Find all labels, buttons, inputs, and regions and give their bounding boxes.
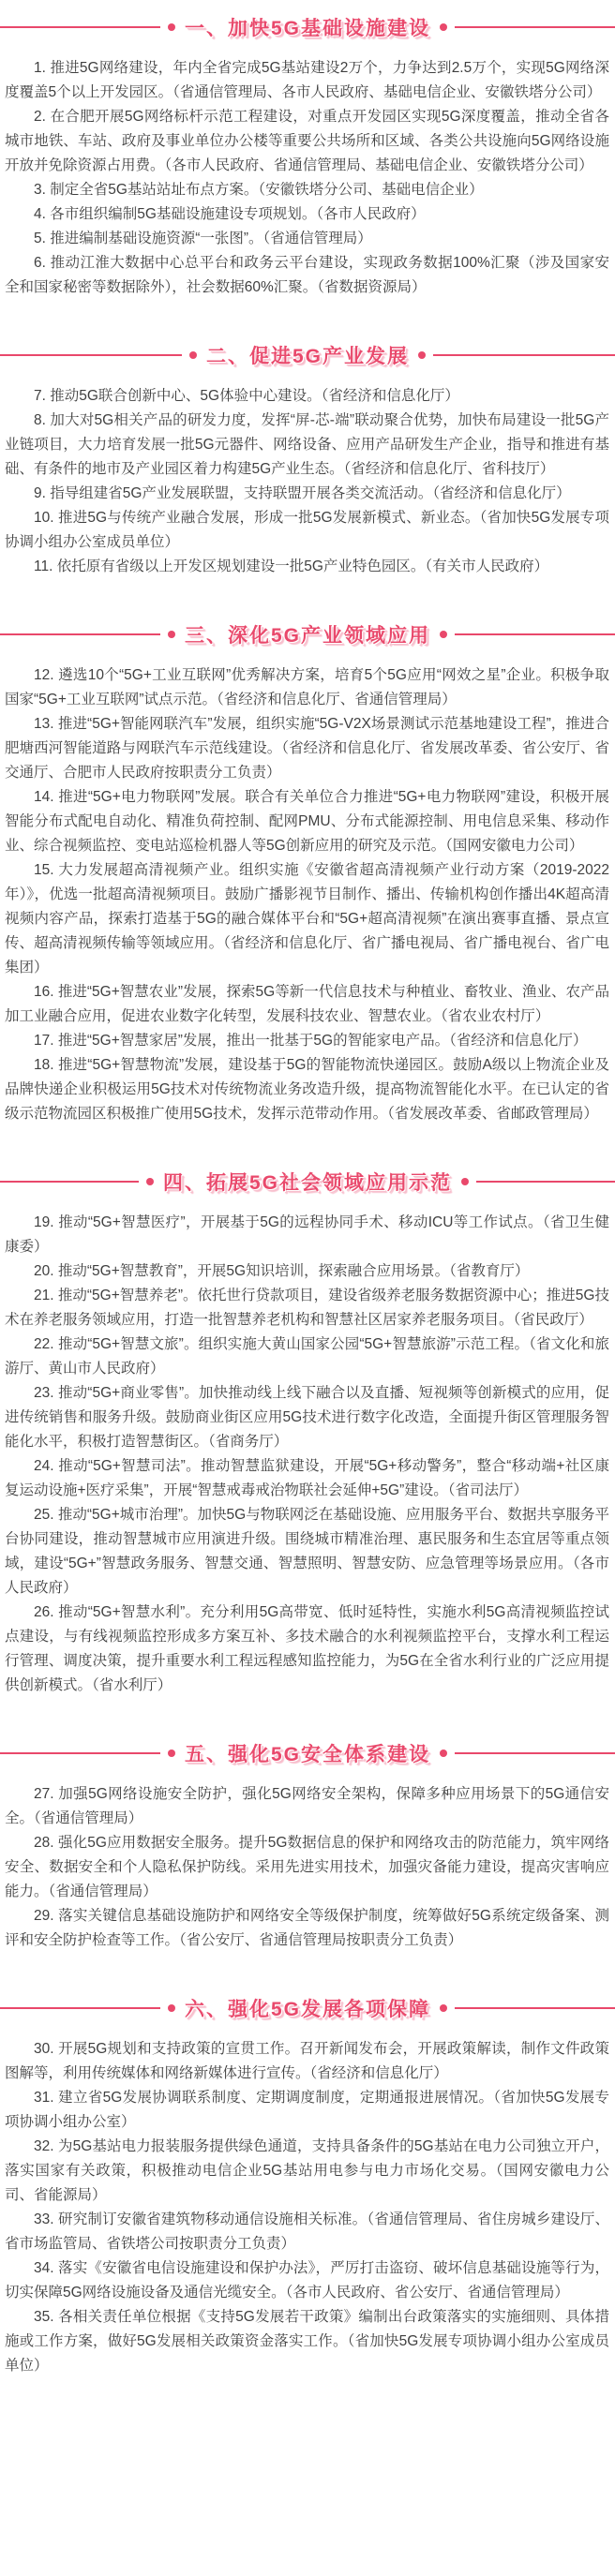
- bullet-dot-left-icon: [189, 351, 197, 359]
- header-line-left: [0, 354, 182, 356]
- section-title: 五、强化5G安全体系建设: [185, 1744, 431, 1765]
- policy-item: 34. 落实《安徽省电信设施建设和保护办法》，严厉打击盗窃、破坏信息基础设施等行为，切实保障5G网络设施设备及通信光缆安全。（各市人民政府、省公安厅、省通信管理局）: [5, 2260, 609, 2301]
- policy-item: 13. 推进“5G+智能网联汽车”发展，组织实施“5G-V2X场景测试示范基地建设工程”，推进合肥塘西河智能道路与网联汽车示范线建设。（省经济和信息化厅、省发展改革委、省公安厅、省交通厅、合肥市人民政府按职责分工负责）: [5, 716, 609, 781]
- policy-item: 31. 建立省5G发展协调联系制度、定期调度制度，定期通报进展情况。（省加快5G发展专项协调小组办公室）: [5, 2090, 609, 2130]
- header-line-left: [0, 633, 160, 635]
- policy-item: 10. 推进5G与传统产业融合发展，形成一批5G发展新模式、新业态。（省加快5G发展专项协调小组办公室成员单位）: [5, 510, 609, 550]
- section-body: [4, 1782, 610, 1953]
- section-header: [0, 13, 615, 41]
- section-title: 三、深化5G产业领域应用: [185, 625, 431, 647]
- section-header: [0, 1739, 615, 1767]
- policy-section: [4, 620, 610, 1126]
- section-header: [0, 1168, 615, 1196]
- section-body: [4, 1211, 610, 1698]
- bullet-dot-right-icon: [461, 1178, 469, 1185]
- policy-item: 21. 推动“5G+智慧养老”。依托世行贷款项目，建设省级养老服务数据资源中心；推进5G技术在养老服务领域应用，打造一批智慧养老机构和智慧社区居家养老服务项目。（省民政厅）: [5, 1288, 609, 1328]
- policy-item: 28. 强化5G应用数据安全服务。提升5G数据信息的保护和网络攻击的防范能力，筑牢网络安全、数据安全和个人隐私保护防线。采用先进实用技术，加强灾备能力建设，提高灾害响应能力。（省通信管理局）: [5, 1835, 609, 1899]
- policy-item: 27. 加强5G网络设施安全防护，强化5G网络安全架构，保障多种应用场景下的5G通信安全。（省通信管理局）: [5, 1786, 609, 1826]
- bullet-dot-left-icon: [168, 1750, 175, 1757]
- policy-item: 23. 推动“5G+商业零售”。加快推动线上线下融合以及直播、短视频等创新模式的应用，促进传统销售和服务升级。鼓励商业街区应用5G技术进行数字化改造，全面提升街区管理服务智能化水平，积极打造智慧街区。（省商务厅）: [5, 1385, 609, 1450]
- section-body: [4, 2037, 610, 2378]
- policy-section: [4, 13, 610, 300]
- bullet-dot-left-icon: [146, 1178, 154, 1185]
- policy-item: 30. 开展5G规划和支持政策的宣贯工作。召开新闻发布会，开展政策解读，制作文件政策图解等，利用传统媒体和网络新媒体进行宣传。（省经济和信息化厅）: [5, 2041, 609, 2081]
- policy-item: 4. 各市组织编制5G基础设施建设专项规划。（各市人民政府）: [34, 206, 426, 222]
- header-line-left: [0, 1752, 160, 1754]
- section-header: [0, 341, 615, 369]
- header-line-left: [0, 26, 160, 28]
- policy-item: 33. 研究制订安徽省建筑物移动通信设施相关标准。（省通信管理局、省住房城乡建设厅、省市场监管局、省铁塔公司按职责分工负责）: [5, 2211, 609, 2252]
- policy-item: 16. 推进“5G+智慧农业”发展，探索5G等新一代信息技术与种植业、畜牧业、渔业、农产品加工业融合应用，促进农业数字化转型，发展科技农业、智慧农业。（省农业农村厅）: [5, 984, 609, 1024]
- bullet-dot-right-icon: [440, 23, 447, 31]
- policy-item: 3. 制定全省5G基站站址布点方案。（安徽铁塔分公司、基础电信企业）: [34, 182, 484, 198]
- header-line-left: [0, 1181, 139, 1183]
- policy-item: 5. 推进编制基础设施资源“一张图”。（省通信管理局）: [34, 231, 372, 246]
- policy-section: [4, 1994, 610, 2378]
- policy-item: 1. 推进5G网络建设，年内全省完成5G基站建设2万个，力争达到2.5万个，实现5G网络深度覆盖5个以上开发园区。（省通信管理局、各市人民政府、基础电信企业、安徽铁塔分公司）: [5, 60, 609, 100]
- header-line-right: [455, 1752, 615, 1754]
- bullet-dot-right-icon: [440, 1750, 447, 1757]
- section-header: [0, 620, 615, 648]
- header-line-left: [0, 2007, 160, 2009]
- policy-item: 2. 在合肥开展5G网络标杆示范工程建设，对重点开发园区实现5G深度覆盖，推动全省各城市地铁、车站、政府及事业单位办公楼等重要公共场所和区域、各类公共设施向5G网络设施开放并免除资源占用费。（各市人民政府、省通信管理局、基础电信企业、安徽铁塔分公司）: [5, 109, 609, 173]
- policy-item: 7. 推动5G联合创新中心、5G体验中心建设。（省经济和信息化厅）: [34, 388, 459, 404]
- policy-item: 19. 推动“5G+智慧医疗”，开展基于5G的远程协同手术、移动ICU等工作试点。（省卫生健康委）: [5, 1214, 609, 1255]
- section-title: 二、促进5G产业发展: [206, 346, 410, 367]
- section-header: [0, 1994, 615, 2022]
- bullet-dot-left-icon: [168, 2004, 175, 2012]
- header-line-right: [476, 1181, 615, 1183]
- bullet-dot-right-icon: [440, 2004, 447, 2012]
- bullet-dot-right-icon: [440, 631, 447, 638]
- section-body: [4, 384, 610, 579]
- policy-section: [4, 1168, 610, 1698]
- header-line-right: [455, 633, 615, 635]
- policy-section: [4, 1739, 610, 1953]
- policy-item: 15. 大力发展超高清视频产业。组织实施《安徽省超高清视频产业行动方案（2019-2022年）》，优选一批超高清视频项目。鼓励广播影视节目制作、播出、传输机构创作播出4K超高清视频内容产品，探索打造基于5G的融合媒体平台和“5G+超高清视频”在演出赛事直播、景点宣传、超高清视频传输等领域应用。（省经济和信息化厅、省广播电视局、省广播电视台、省广电集团）: [5, 862, 609, 975]
- header-line-right: [455, 2007, 615, 2009]
- policy-item: 6. 推动江淮大数据中心总平台和政务云平台建设，实现政务数据100%汇聚（涉及国家安全和国家秘密等数据除外），社会数据60%汇聚。（省数据资源局）: [5, 255, 609, 295]
- policy-item: 26. 推动“5G+智慧水利”。充分利用5G高带宽、低时延特性，实施水利5G高清视频监控试点建设，与有线视频监控形成多方案互补、多技术融合的水利视频监控平台，支撑水利工程运行管理、调度决策，提升重要水利工程远程感知监控能力，为5G在全省水利行业的广泛应用提供创新模式。（省水利厅）: [5, 1604, 609, 1693]
- section-title: 四、拓展5G社会领域应用示范: [163, 1172, 453, 1194]
- policy-section: [4, 341, 610, 579]
- policy-item: 24. 推动“5G+智慧司法”。推动智慧监狱建设，开展“5G+移动警务”，整合“移动端+社区康复运动设施+医疗采集”，开展“智慧戒毒戒治物联社会延伸+5G”建设。（省司法厅）: [5, 1458, 609, 1498]
- bullet-dot-right-icon: [418, 351, 426, 359]
- policy-item: 35. 各相关责任单位根据《支持5G发展若干政策》编制出台政策落实的实施细则、具体措施或工作方案，做好5G发展相关政策资金落实工作。（省加快5G发展专项协调小组办公室成员单位）: [5, 2309, 609, 2374]
- policy-item: 12. 遴选10个“5G+工业互联网”优秀解决方案，培育5个5G应用“网效之星”企业。积极争取国家“5G+工业互联网”试点示范。（省经济和信息化厅、省通信管理局）: [5, 667, 609, 707]
- policy-item: 11. 依托原有省级以上开发区规划建设一批5G产业特色园区。（有关市人民政府）: [34, 558, 549, 574]
- policy-item: 18. 推进“5G+智慧物流”发展，建设基于5G的智能物流快递园区。鼓励A级以上物流企业及品牌快递企业积极运用5G技术对传统物流业务改造升级，提高物流智能化水平。在已认定的省级示范物流园区积极推广使用5G技术，发挥示范带动作用。（省发展改革委、省邮政管理局）: [5, 1057, 609, 1122]
- section-body: [4, 56, 610, 300]
- bullet-dot-left-icon: [168, 631, 175, 638]
- section-title: 一、加快5G基础设施建设: [185, 18, 431, 39]
- header-line-right: [433, 354, 615, 356]
- policy-item: 29. 落实关键信息基础设施防护和网络安全等级保护制度，统筹做好5G系统定级备案、测评和安全防护检查等工作。（省公安厅、省通信管理局按职责分工负责）: [5, 1908, 609, 1948]
- policy-item: 9. 指导组建省5G产业发展联盟，支持联盟开展各类交流活动。（省经济和信息化厅）: [34, 485, 571, 501]
- policy-item: 22. 推动“5G+智慧文旅”。组织实施大黄山国家公园“5G+智慧旅游”示范工程。（省文化和旅游厅、黄山市人民政府）: [5, 1336, 609, 1377]
- section-body: [4, 663, 610, 1126]
- policy-item: 8. 加大对5G相关产品的研发力度，发挥“屏-芯-端”联动聚合优势，加快布局建设一批5G产业链项目，大力培育发展一批5G元器件、网络设备、应用产品研发生产企业，指导和推进有基础、有条件的地市及产业园区着力构建5G产业生态。（省经济和信息化厅、省科技厅）: [5, 412, 609, 477]
- policy-item: 17. 推进“5G+智慧家居”发展，推出一批基于5G的智能家电产品。（省经济和信息化厅）: [34, 1033, 588, 1049]
- bullet-dot-left-icon: [168, 23, 175, 31]
- policy-item: 20. 推动“5G+智慧教育”，开展5G知识培训，探索融合应用场景。（省教育厅）: [34, 1263, 530, 1279]
- section-title: 六、强化5G发展各项保障: [185, 1999, 431, 2020]
- policy-item: 25. 推动“5G+城市治理”。加快5G与物联网泛在基础设施、应用服务平台、数据共享服务平台协同建设，推动智慧城市应用演进升级。围绕城市精准治理、惠民服务和生态宜居等重点领域，建设“5G+”智慧政务服务、智慧交通、智慧照明、智慧安防、应急管理等场景应用。（各市人民政府）: [5, 1507, 609, 1596]
- header-line-right: [455, 26, 615, 28]
- policy-item: 14. 推进“5G+电力物联网”发展。联合有关单位合力推进“5G+电力物联网”建设，积极开展智能分布式配电自动化、精准负荷控制、配网PMU、分布式能源控制、用电信息采集、移动作业、综合视频监控、变电站巡检机器人等5G创新应用的研究及示范。（国网安徽电力公司）: [5, 789, 609, 854]
- policy-item: 32. 为5G基站电力报装服务提供绿色通道，支持具备条件的5G基站在电力公司独立开户，落实国家有关政策，积极推动电信企业5G基站用电参与电力市场化交易。（国网安徽电力公司、省能源局）: [5, 2138, 609, 2203]
